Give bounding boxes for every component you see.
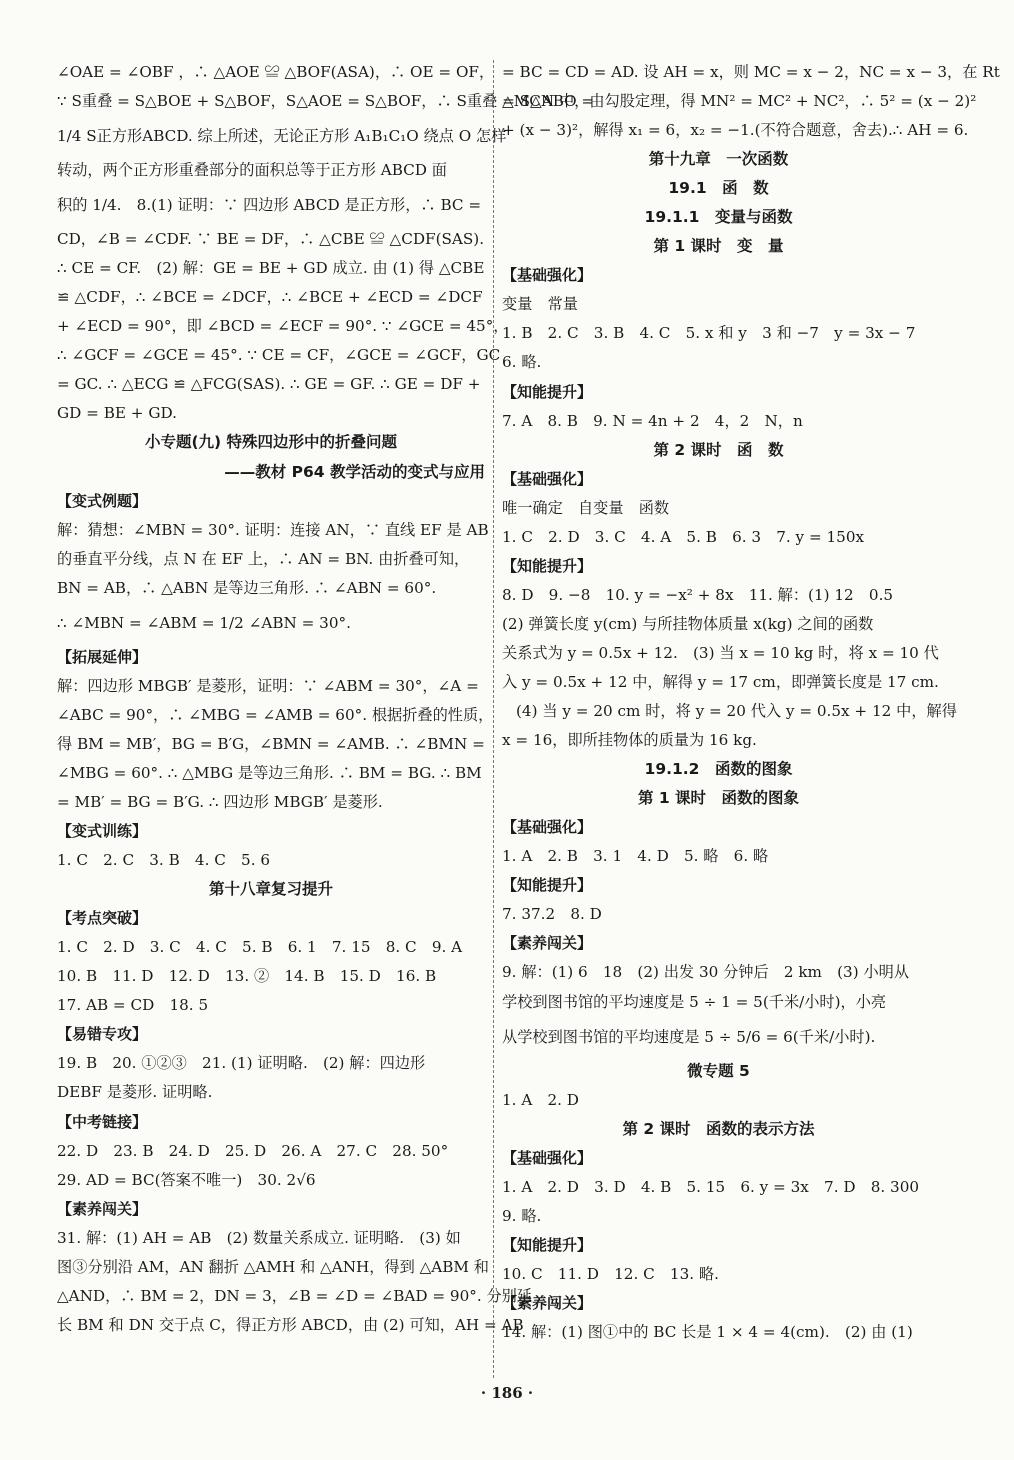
text-line: △AND，∴ BM = 2，DN = 3，∠B = ∠D = ∠BAD = 90°. 分别延	[57, 1286, 533, 1305]
text-line: 学校到图书馆的平均速度是 5 ÷ 1 = 5(千米/小时)，小亮	[502, 992, 887, 1011]
text-line: + ∠ECD = 90°，即 ∠BCD = ∠ECF = 90°. ∵ ∠GCE = 45°，	[57, 317, 509, 336]
answer-line: 7. A 8. B 9. N = 4n + 2 4，2 N，n	[502, 411, 803, 430]
text-line: 长 BM 和 DN 交于点 C，得正方形 ABCD，由 (2) 可知，AH = AB	[57, 1315, 524, 1334]
section-title: 第十八章复习提升	[208, 880, 333, 899]
text-line: 的垂直平分线，点 N 在 EF 上，∴ AN = BN. 由折叠可知，	[57, 549, 470, 568]
text-line: ∴ ∠GCF = ∠GCE = 45°. ∵ CE = CF，∠GCE = ∠GCF，GC	[57, 346, 501, 365]
answer-line: 17. AB = CD 18. 5	[57, 996, 209, 1015]
text-line: (2) 弹簧长度 y(cm) 与所挂物体质量 x(kg) 之间的函数	[502, 614, 874, 633]
text-line: 图③分别沿 AM，AN 翻折 △AMH 和 △ANH，得到 △ABM 和	[57, 1257, 489, 1276]
chapter-title: 第十九章 一次函数	[648, 150, 789, 169]
answer-line: 6. 略.	[502, 353, 542, 372]
answer-line: 变量 常量	[502, 295, 578, 314]
section-tag: 【变式例题】	[57, 491, 148, 510]
text-line: ∴ CE = CF. (2) 解：GE = BE + GD 成立. 由 (1) 得 △CBE	[57, 259, 485, 278]
section-tag: 【知能提升】	[502, 1235, 593, 1254]
section-tag: 【易错专攻】	[57, 1025, 148, 1044]
text-line: BN = AB，∴ △ABN 是等边三角形. ∴ ∠ABN = 60°.	[57, 578, 437, 597]
text-line: 得 BM = MB′，BG = B′G，∠BMN = ∠AMB. ∴ ∠BMN =	[57, 734, 485, 753]
text-line: = BC = CD = AD. 设 AH = x，则 MC = x − 2，NC = x − 3，在 Rt	[502, 63, 1000, 81]
section-tag: 【素养闯关】	[502, 1293, 593, 1312]
answer-line: 8. D 9. −8 10. y = −x² + 8x 11. 解：(1) 12 0.5	[502, 585, 894, 604]
text-line: 关系式为 y = 0.5x + 12. (3) 当 x = 10 kg 时，将 x = 10 代	[502, 643, 939, 662]
page-number: · 186 ·	[480, 1384, 534, 1402]
right-column	[502, 58, 1000, 1347]
section-tag: 【基础强化】	[502, 469, 593, 488]
text-line: 积的 1/4. 8.(1) 证明：∵ 四边形 ABCD 是正方形，∴ BC =	[57, 196, 482, 215]
section-tag: 【知能提升】	[502, 876, 593, 895]
text-line: 解：四边形 MBGB′ 是菱形，证明：∵ ∠ABM = 30°，∠A =	[57, 676, 479, 695]
answer-line: 10. B 11. D 12. D 13. ② 14. B 15. D 16. B	[57, 967, 437, 986]
section-tag: 【中考链接】	[57, 1112, 148, 1131]
answer-line: 1. A 2. D 3. D 4. B 5. 15 6. y = 3x 7. D 8. 300	[502, 1177, 920, 1196]
text-line: ∠MBG = 60°. ∴ △MBG 是等边三角形. ∴ BM = BG. ∴ BM	[57, 763, 482, 782]
text-line: DEBF 是菱形. 证明略.	[57, 1083, 213, 1102]
text-line: 从学校到图书馆的平均速度是 5 ÷ 5/6 = 6(千米/小时).	[502, 1027, 876, 1046]
answer-line: 10. C 11. D 12. C 13. 略.	[502, 1264, 719, 1283]
text-line: ∠OAE = ∠OBF ，∴ △AOE ≌ △BOF(ASA)，∴ OE = OF，	[57, 63, 495, 81]
section-tag: 【变式训练】	[57, 822, 148, 841]
text-line: 转动，两个正方形重叠部分的面积总等于正方形 ABCD 面	[57, 161, 447, 180]
section-subtitle: ——教材 P64 教学活动的变式与应用	[224, 462, 485, 481]
text-line: 9. 解：(1) 6 18 (2) 出发 30 分钟后 2 km (3) 小明从	[502, 963, 910, 982]
text-line: ≌ △CDF，∴ ∠BCE = ∠DCF，∴ ∠BCE + ∠ECD = ∠DCF	[57, 288, 483, 307]
answer-line: 22. D 23. B 24. D 25. D 26. A 27. C 28. 50°	[57, 1141, 449, 1160]
lesson-title: 第 2 课时 函数的表示方法	[622, 1119, 815, 1138]
text-line: (4) 当 y = 20 cm 时，将 y = 20 代入 y = 0.5x + 12 中，解得	[516, 702, 957, 721]
text-line: x = 16，即所挂物体的质量为 16 kg.	[502, 731, 757, 750]
text-line: + (x − 3)²，解得 x₁ = 6，x₂ = −1.(不符合题意，舍去).∴ AH = 6.	[502, 121, 969, 140]
lesson-title: 第 1 课时 变 量	[653, 237, 784, 256]
text-line: 31. 解：(1) AH = AB (2) 数量关系成立. 证明略. (3) 如	[57, 1228, 461, 1247]
section-tag: 【素养闯关】	[502, 934, 593, 953]
lesson-title: 第 1 课时 函数的图象	[637, 789, 800, 808]
section-title: 19.1.1 变量与函数	[644, 208, 793, 227]
section-tag: 【知能提升】	[502, 556, 593, 575]
answer-line: 1. C 2. D 3. C 4. C 5. B 6. 1 7. 15 8. C 9. A	[57, 938, 463, 957]
answer-line: 19. B 20. ①②③ 21. (1) 证明略. (2) 解：四边形	[57, 1054, 426, 1073]
answer-line: 1. B 2. C 3. B 4. C 5. x 和 y 3 和 −7 y = 3x − 7	[502, 324, 916, 343]
answer-line: 7. 37.2 8. D	[502, 905, 602, 924]
text-line: GD = BE + GD.	[57, 404, 177, 423]
text-line: △MCN 中，由勾股定理，得 MN² = MC² + NC²，∴ 5² = (x − 2)²	[502, 92, 977, 111]
answer-line: 1. A 2. D	[502, 1090, 579, 1109]
answer-line: 9. 略.	[502, 1206, 542, 1225]
text-line: 入 y = 0.5x + 12 中，解得 y = 17 cm，即弹簧长度是 17 cm.	[502, 672, 939, 691]
text-line: CD，∠B = ∠CDF. ∵ BE = DF，∴ △CBE ≌ △CDF(SAS).	[57, 230, 485, 249]
answer-line: 29. AD = BC(答案不唯一) 30. 2√6	[57, 1170, 316, 1189]
text-line: = GC. ∴ △ECG ≌ △FCG(SAS). ∴ GE = GF. ∴ GE = DF +	[57, 375, 481, 394]
answer-line: 1. C 2. D 3. C 4. A 5. B 6. 3 7. y = 150x	[502, 527, 865, 546]
section-tag: 【素养闯关】	[57, 1199, 148, 1218]
section-title: 微专题 5	[687, 1061, 750, 1080]
text-line: 解：猜想：∠MBN = 30°. 证明：连接 AN，∵ 直线 EF 是 AB	[57, 520, 489, 539]
answer-line: 1. C 2. C 3. B 4. C 5. 6	[57, 851, 271, 870]
section-tag: 【基础强化】	[502, 818, 593, 837]
section-title: 19.1.2 函数的图象	[644, 760, 793, 779]
section-tag: 【知能提升】	[502, 382, 593, 401]
section-title: 小专题(九) 特殊四边形中的折叠问题	[144, 433, 398, 452]
text-line: 14. 解：(1) 图①中的 BC 长是 1 × 4 = 4(cm). (2) 由 (1)	[502, 1322, 913, 1341]
answer-line: 唯一确定 自变量 函数	[502, 498, 670, 517]
lesson-title: 第 2 课时 函 数	[653, 440, 784, 459]
text-line: 1/4 S正方形ABCD. 综上所述，无论正方形 A₁B₁C₁O 绕点 O 怎样	[57, 127, 507, 146]
section-tag: 【拓展延伸】	[57, 647, 148, 666]
answer-line: 1. A 2. B 3. 1 4. D 5. 略 6. 略	[502, 847, 769, 866]
column-divider	[493, 60, 494, 1378]
section-tag: 【考点突破】	[57, 909, 148, 928]
text-line: ∴ ∠MBN = ∠ABM = 1/2 ∠ABN = 30°.	[57, 613, 351, 632]
text-line: ∵ S重叠 = S△BOE + S△BOF，S△AOE = S△BOF，∴ S重叠 = S△ABO =	[57, 92, 595, 111]
section-tag: 【基础强化】	[502, 266, 593, 285]
section-tag: 【基础强化】	[502, 1148, 593, 1167]
section-title: 19.1 函 数	[668, 179, 769, 198]
text-line: ∠ABC = 90°，∴ ∠MBG = ∠AMB = 60°. 根据折叠的性质，	[57, 705, 494, 724]
text-line: = MB′ = BG = B′G. ∴ 四边形 MBGB′ 是菱形.	[57, 792, 383, 811]
